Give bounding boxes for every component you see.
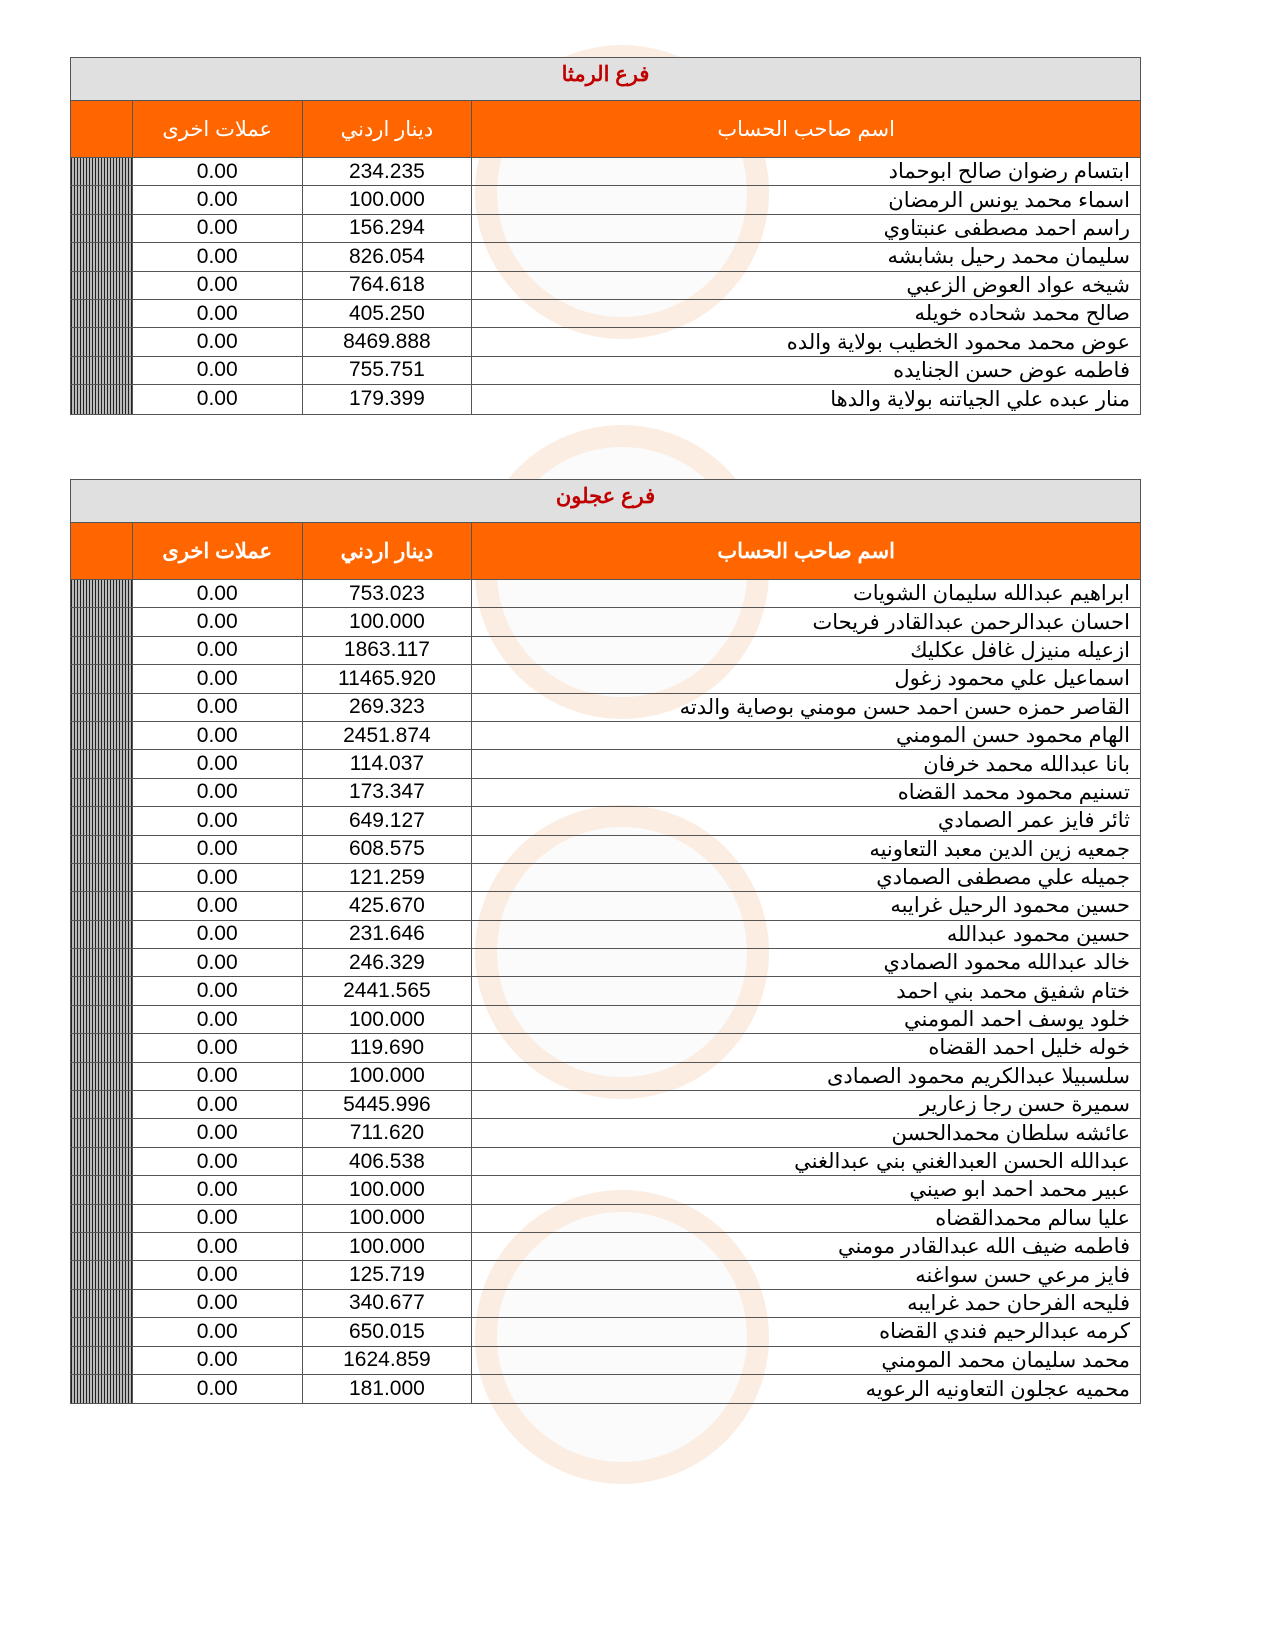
stripe-cell <box>71 694 132 721</box>
jod-balance: 114.037 <box>302 750 472 777</box>
jod-balance: 100.000 <box>302 1176 472 1203</box>
table-row <box>71 864 1140 892</box>
table-row <box>71 1318 1140 1346</box>
table-row <box>71 357 1140 385</box>
table-row <box>71 665 1140 693</box>
table-row <box>71 977 1140 1005</box>
other-currencies-balance: 0.00 <box>132 836 302 863</box>
account-holder-name: محمد سليمان محمد المومني <box>471 1347 1140 1374</box>
account-holder-name: تسنيم محمود محمد القضاه <box>471 779 1140 806</box>
other-currencies-balance: 0.00 <box>132 328 302 355</box>
other-currencies-balance: 0.00 <box>132 385 302 413</box>
other-currencies-balance: 0.00 <box>132 722 302 749</box>
stripe-cell <box>71 1176 132 1203</box>
jod-balance: 231.646 <box>302 921 472 948</box>
jod-balance: 2441.565 <box>302 977 472 1004</box>
table-row <box>71 921 1140 949</box>
table-row <box>71 1006 1140 1034</box>
table-row <box>71 1034 1140 1062</box>
jod-balance: 650.015 <box>302 1318 472 1345</box>
other-currencies-balance: 0.00 <box>132 1290 302 1317</box>
header-blank <box>71 523 132 579</box>
other-currencies-balance: 0.00 <box>132 1148 302 1175</box>
other-currencies-balance: 0.00 <box>132 243 302 270</box>
account-holder-name: احسان عبدالرحمن عبدالقادر فريحات <box>471 608 1140 635</box>
stripe-cell <box>71 608 132 635</box>
account-holder-name: حسين محمود الرحيل غرايبه <box>471 892 1140 919</box>
table-row <box>71 272 1140 300</box>
jod-balance: 100.000 <box>302 186 472 213</box>
table-row <box>71 694 1140 722</box>
other-currencies-balance: 0.00 <box>132 272 302 299</box>
jod-balance: 608.575 <box>302 836 472 863</box>
table-row <box>71 580 1140 608</box>
account-holder-name: خوله خليل احمد القضاه <box>471 1034 1140 1061</box>
account-holder-name: محميه عجلون التعاونيه الرعويه <box>471 1375 1140 1403</box>
header-other-currencies: عملات اخرى <box>132 523 302 579</box>
table-row <box>71 637 1140 665</box>
other-currencies-balance: 0.00 <box>132 1006 302 1033</box>
account-holder-name: عليا سالم محمدالقضاه <box>471 1205 1140 1232</box>
jod-balance: 100.000 <box>302 1006 472 1033</box>
other-currencies-balance: 0.00 <box>132 1205 302 1232</box>
account-holder-name: فاطمه ضيف الله عبدالقادر مومني <box>471 1233 1140 1260</box>
header-blank <box>71 101 132 157</box>
account-holder-name: عبدالله الحسن العبدالغني بني عبدالغني <box>471 1148 1140 1175</box>
stripe-cell <box>71 892 132 919</box>
header-account-holder: اسم صاحب الحساب <box>471 101 1140 157</box>
jod-balance: 5445.996 <box>302 1091 472 1118</box>
jod-balance: 246.329 <box>302 949 472 976</box>
account-holder-name: فايز مرعي حسن سواغنه <box>471 1261 1140 1288</box>
account-holder-name: خالد عبدالله محمود الصمادي <box>471 949 1140 976</box>
stripe-cell <box>71 580 132 607</box>
jod-balance: 1863.117 <box>302 637 472 664</box>
stripe-cell <box>71 750 132 777</box>
other-currencies-balance: 0.00 <box>132 1318 302 1345</box>
stripe-cell <box>71 864 132 891</box>
table-row <box>71 1148 1140 1176</box>
account-holder-name: خلود يوسف احمد المومني <box>471 1006 1140 1033</box>
jod-balance: 121.259 <box>302 864 472 891</box>
other-currencies-balance: 0.00 <box>132 1176 302 1203</box>
header-account-holder: اسم صاحب الحساب <box>471 523 1140 579</box>
account-holder-name: كرمه عبدالرحيم فندي القضاه <box>471 1318 1140 1345</box>
table-row <box>71 807 1140 835</box>
account-holder-name: ابتسام رضوان صالح ابوحماد <box>471 158 1140 185</box>
table-row <box>71 385 1140 413</box>
jod-balance: 8469.888 <box>302 328 472 355</box>
table-row <box>71 750 1140 778</box>
stripe-cell <box>71 357 132 384</box>
account-holder-name: اسماء محمد يونس الرمضان <box>471 186 1140 213</box>
table-row <box>71 949 1140 977</box>
other-currencies-balance: 0.00 <box>132 694 302 721</box>
stripe-cell <box>71 1148 132 1175</box>
table-row <box>71 215 1140 243</box>
other-currencies-balance: 0.00 <box>132 921 302 948</box>
branch-table-ramtha <box>70 57 1141 415</box>
table-row <box>71 608 1140 636</box>
jod-balance: 11465.920 <box>302 665 472 692</box>
account-holder-name: بانا عبدالله محمد خرفان <box>471 750 1140 777</box>
other-currencies-balance: 0.00 <box>132 158 302 185</box>
other-currencies-balance: 0.00 <box>132 580 302 607</box>
account-holder-name: عوض محمد محمود الخطيب بولاية والده <box>471 328 1140 355</box>
table-row <box>71 1375 1140 1403</box>
table-row <box>71 1233 1140 1261</box>
account-holder-name: ازعيله منيزل غافل عكليك <box>471 637 1140 664</box>
other-currencies-balance: 0.00 <box>132 1063 302 1090</box>
header-jod: دينار اردني <box>302 101 472 157</box>
jod-balance: 711.620 <box>302 1119 472 1146</box>
jod-balance: 100.000 <box>302 1233 472 1260</box>
stripe-cell <box>71 665 132 692</box>
jod-balance: 425.670 <box>302 892 472 919</box>
account-holder-name: اسماعيل علي محمود زغول <box>471 665 1140 692</box>
account-holder-name: عبير محمد احمد ابو صيني <box>471 1176 1140 1203</box>
account-holder-name: حسين محمود عبدالله <box>471 921 1140 948</box>
header-other-currencies: عملات اخرى <box>132 101 302 157</box>
stripe-cell <box>71 1318 132 1345</box>
account-holder-name: شيخه عواد العوض الزعبي <box>471 272 1140 299</box>
other-currencies-balance: 0.00 <box>132 215 302 242</box>
stripe-cell <box>71 243 132 270</box>
jod-balance: 173.347 <box>302 779 472 806</box>
table-row <box>71 1261 1140 1289</box>
jod-balance: 753.023 <box>302 580 472 607</box>
account-holder-name: منار عبده علي الجياتنه بولاية والدها <box>471 385 1140 413</box>
stripe-cell <box>71 807 132 834</box>
table-row <box>71 1091 1140 1119</box>
account-holder-name: جميله علي مصطفى الصمادي <box>471 864 1140 891</box>
branch-title: فرع الرمثا <box>71 58 1140 101</box>
other-currencies-balance: 0.00 <box>132 750 302 777</box>
other-currencies-balance: 0.00 <box>132 665 302 692</box>
stripe-cell <box>71 836 132 863</box>
table-row <box>71 300 1140 328</box>
other-currencies-balance: 0.00 <box>132 300 302 327</box>
jod-balance: 649.127 <box>302 807 472 834</box>
table-row <box>71 722 1140 750</box>
jod-balance: 269.323 <box>302 694 472 721</box>
other-currencies-balance: 0.00 <box>132 357 302 384</box>
stripe-cell <box>71 722 132 749</box>
other-currencies-balance: 0.00 <box>132 1233 302 1260</box>
stripe-cell <box>71 328 132 355</box>
jod-balance: 100.000 <box>302 1063 472 1090</box>
branch-table-ajloun <box>70 479 1141 1404</box>
stripe-cell <box>71 1119 132 1146</box>
other-currencies-balance: 0.00 <box>132 949 302 976</box>
branch-title: فرع عجلون <box>71 480 1140 523</box>
account-holder-name: راسم احمد مصطفى عنبتاوي <box>471 215 1140 242</box>
stripe-cell <box>71 1034 132 1061</box>
stripe-cell <box>71 385 132 413</box>
account-holder-name: فاطمه عوض حسن الجنايده <box>471 357 1140 384</box>
stripe-cell <box>71 158 132 185</box>
stripe-cell <box>71 272 132 299</box>
stripe-cell <box>71 1290 132 1317</box>
stripe-cell <box>71 215 132 242</box>
other-currencies-balance: 0.00 <box>132 1347 302 1374</box>
account-holder-name: جمعيه زين الدين معبد التعاونيه <box>471 836 1140 863</box>
account-holder-name: ثائر فايز عمر الصمادي <box>471 807 1140 834</box>
stripe-cell <box>71 1205 132 1232</box>
account-holder-name: القاصر حمزه حسن احمد حسن مومني بوصاية والدته <box>471 694 1140 721</box>
table-row <box>71 158 1140 186</box>
account-holder-name: الهام محمود حسن المومني <box>471 722 1140 749</box>
other-currencies-balance: 0.00 <box>132 1091 302 1118</box>
jod-balance: 1624.859 <box>302 1347 472 1374</box>
account-holder-name: صالح محمد شحاده خويله <box>471 300 1140 327</box>
stripe-cell <box>71 977 132 1004</box>
account-holder-name: سلسبيلا عبدالكريم محمود الصمادى <box>471 1063 1140 1090</box>
account-holder-name: ختام شفيق محمد بني احمد <box>471 977 1140 1004</box>
jod-balance: 406.538 <box>302 1148 472 1175</box>
other-currencies-balance: 0.00 <box>132 608 302 635</box>
jod-balance: 340.677 <box>302 1290 472 1317</box>
table-header <box>71 101 1140 158</box>
stripe-cell <box>71 1233 132 1260</box>
other-currencies-balance: 0.00 <box>132 1261 302 1288</box>
jod-balance: 405.250 <box>302 300 472 327</box>
account-holder-name: سميرة حسن رجا زعارير <box>471 1091 1140 1118</box>
table-row <box>71 1176 1140 1204</box>
table-row <box>71 1205 1140 1233</box>
other-currencies-balance: 0.00 <box>132 637 302 664</box>
other-currencies-balance: 0.00 <box>132 807 302 834</box>
stripe-cell <box>71 949 132 976</box>
jod-balance: 156.294 <box>302 215 472 242</box>
stripe-cell <box>71 300 132 327</box>
account-holder-name: سليمان محمد رحيل بشابشه <box>471 243 1140 270</box>
other-currencies-balance: 0.00 <box>132 1034 302 1061</box>
table-row <box>71 328 1140 356</box>
table-header <box>71 523 1140 580</box>
stripe-cell <box>71 1375 132 1403</box>
account-holder-name: ابراهيم عبدالله سليمان الشويات <box>471 580 1140 607</box>
other-currencies-balance: 0.00 <box>132 1119 302 1146</box>
table-body <box>71 158 1140 414</box>
jod-balance: 2451.874 <box>302 722 472 749</box>
other-currencies-balance: 0.00 <box>132 1375 302 1403</box>
stripe-cell <box>71 1261 132 1288</box>
jod-balance: 755.751 <box>302 357 472 384</box>
table-row <box>71 836 1140 864</box>
table-row <box>71 243 1140 271</box>
jod-balance: 234.235 <box>302 158 472 185</box>
jod-balance: 125.719 <box>302 1261 472 1288</box>
table-row <box>71 1290 1140 1318</box>
table-row <box>71 892 1140 920</box>
jod-balance: 100.000 <box>302 1205 472 1232</box>
other-currencies-balance: 0.00 <box>132 779 302 806</box>
account-holder-name: عائشه سلطان محمدالحسن <box>471 1119 1140 1146</box>
table-row <box>71 186 1140 214</box>
stripe-cell <box>71 1006 132 1033</box>
jod-balance: 119.690 <box>302 1034 472 1061</box>
other-currencies-balance: 0.00 <box>132 186 302 213</box>
stripe-cell <box>71 921 132 948</box>
table-row <box>71 779 1140 807</box>
account-holder-name: فليحه الفرحان حمد غرايبه <box>471 1290 1140 1317</box>
stripe-cell <box>71 637 132 664</box>
other-currencies-balance: 0.00 <box>132 892 302 919</box>
jod-balance: 181.000 <box>302 1375 472 1403</box>
other-currencies-balance: 0.00 <box>132 977 302 1004</box>
stripe-cell <box>71 1347 132 1374</box>
table-row <box>71 1347 1140 1375</box>
stripe-cell <box>71 779 132 806</box>
other-currencies-balance: 0.00 <box>132 864 302 891</box>
stripe-cell <box>71 1091 132 1118</box>
header-jod: دينار اردني <box>302 523 472 579</box>
table-body <box>71 580 1140 1403</box>
jod-balance: 826.054 <box>302 243 472 270</box>
stripe-cell <box>71 1063 132 1090</box>
jod-balance: 764.618 <box>302 272 472 299</box>
table-row <box>71 1063 1140 1091</box>
table-row <box>71 1119 1140 1147</box>
jod-balance: 179.399 <box>302 385 472 413</box>
jod-balance: 100.000 <box>302 608 472 635</box>
stripe-cell <box>71 186 132 213</box>
